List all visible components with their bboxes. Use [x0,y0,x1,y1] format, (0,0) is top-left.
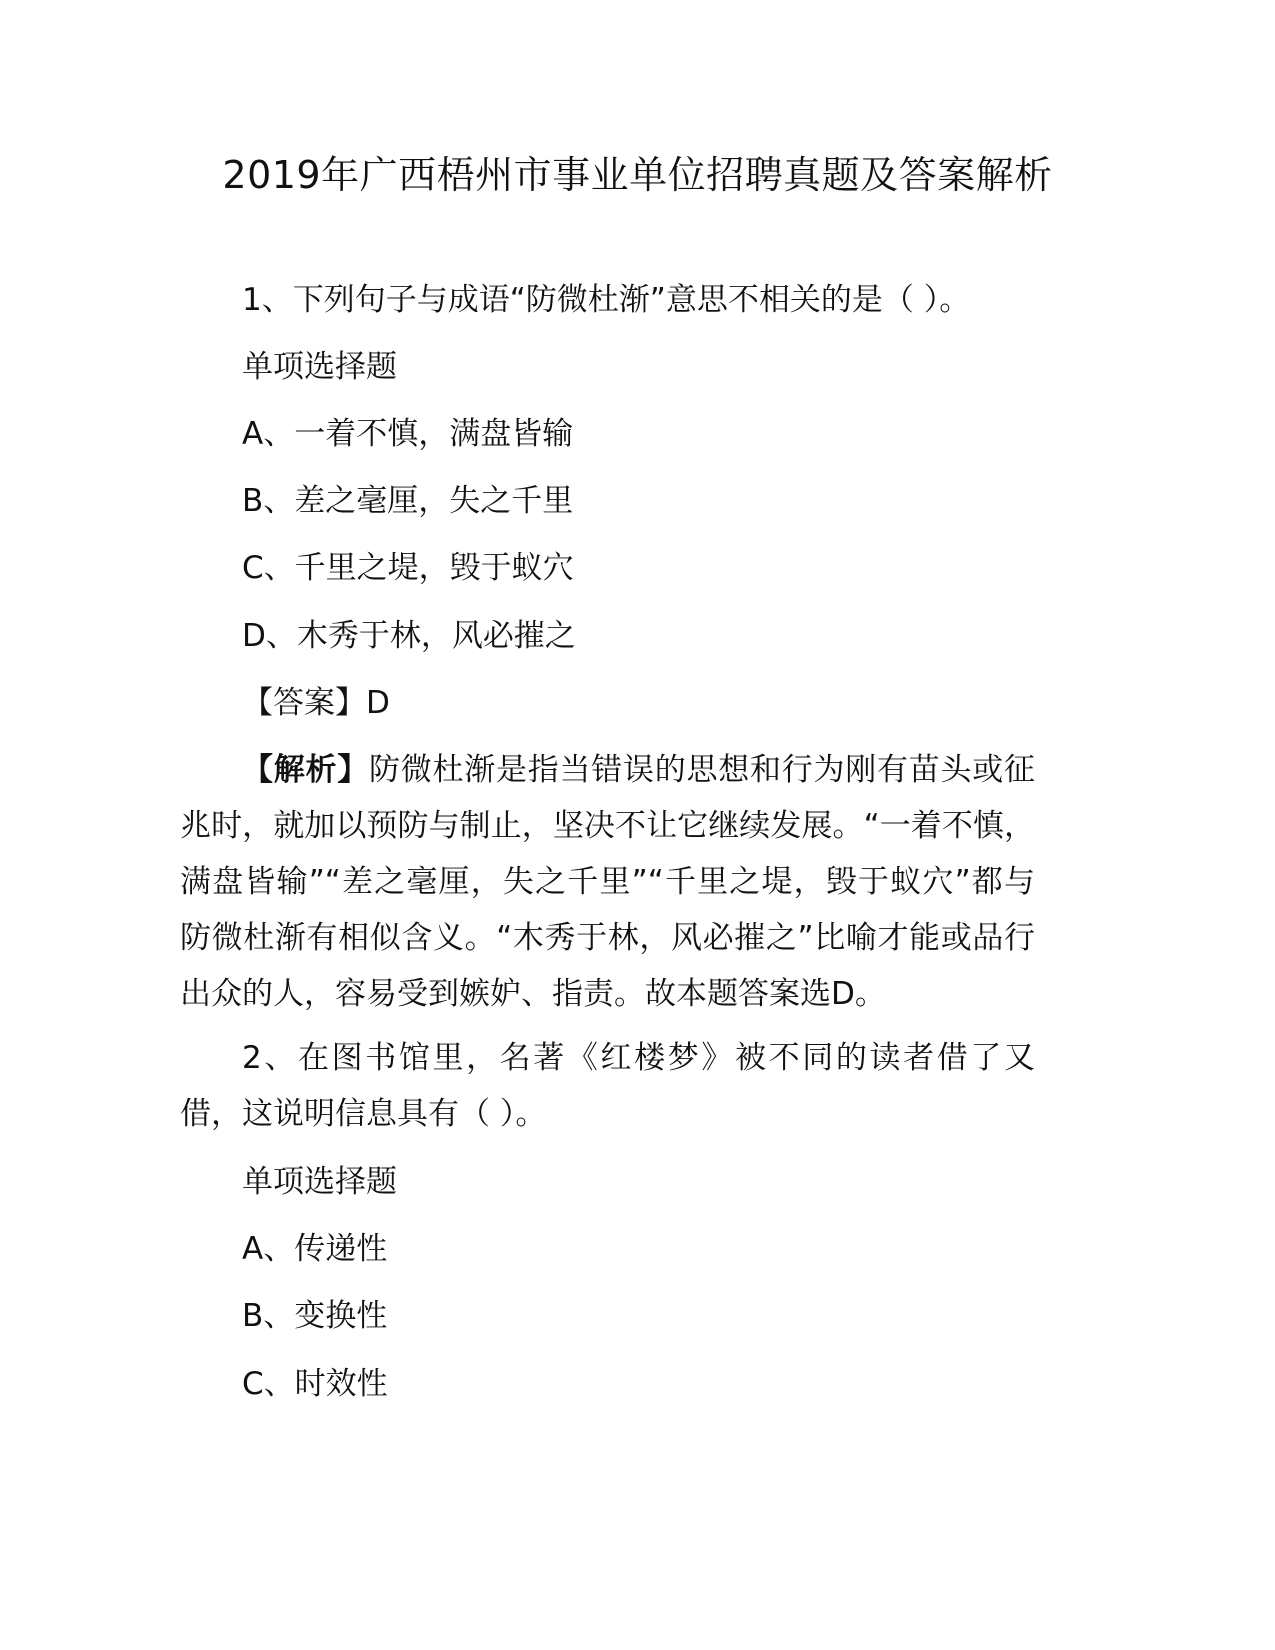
question-1-type: 单项选择题 [242,349,397,385]
question-1-text: 1、下列句子与成语“防微杜渐”意思不相关的是（ ）。 [242,282,971,318]
question-1-answer [242,683,390,723]
question-2-option-a: A、传递性 [242,1231,388,1267]
question-1-option-b: B、差之毫厘，失之千里 [242,483,574,519]
question-1-option-d: D、木秀于林，风必摧之 [242,618,576,654]
analysis-text: 防微杜渐是指当错误的思想和行为刚有苗头或征兆时，就加以预防与制止，坚决不让它继续发展。“一着不慎，满盘皆输”“差之毫厘，失之千里”“千里之堤，毁于蚁穴”都与防微杜渐有相似含义。“木秀于林，风必摧之”比喻才能或品行出众的人，容易受到嫉妒、指责。故本题答案选D。 [180,752,1035,1012]
question-1-option-a: A、一着不慎，满盘皆输 [242,416,574,452]
document-title: 2019年广西梧州市事业单位招聘真题及答案解析 [222,153,1053,197]
question-2-type: 单项选择题 [242,1164,397,1200]
analysis-label: 【解析】 [242,752,369,788]
question-1-analysis [180,742,1035,1022]
question-2-option-c: C、时效性 [242,1366,388,1402]
question-1-option-c: C、千里之堤，毁于蚁穴 [242,550,574,586]
answer-label: 【答案】 [242,685,366,721]
question-2-option-b: B、变换性 [242,1298,388,1334]
answer-value: D [366,685,390,721]
question-2-text: 2、在图书馆里，名著《红楼梦》被不同的读者借了又借，这说明信息具有（ ）。 [180,1040,1035,1132]
